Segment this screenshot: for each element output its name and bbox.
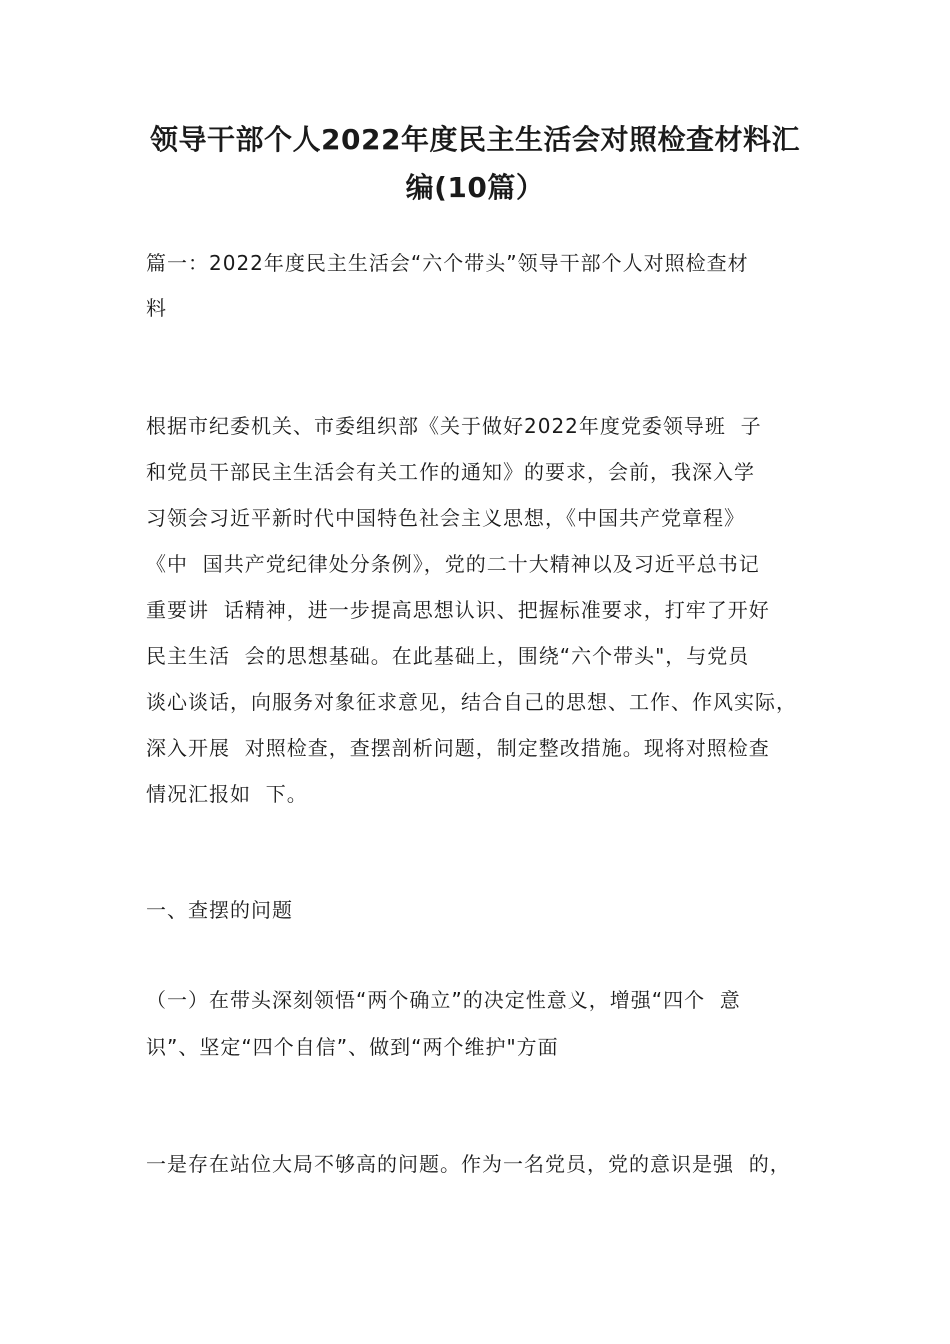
paragraph-line: 根据市纪委机关、市委组织部《关于做好2022年度党委领导班 子: [146, 414, 762, 438]
section-heading: 一、查摆的问题: [146, 898, 293, 922]
subsection-heading-line: （一）在带头深刻领悟“两个确立”的决定性意义，增强“四个 意: [146, 988, 741, 1012]
paragraph-line: 一是存在站位大局不够高的问题。作为一名党员，党的意识是强 的，: [146, 1152, 791, 1176]
paragraph-line: 和党员干部民主生活会有关工作的通知》的要求，会前，我深入学: [146, 460, 755, 484]
paragraph-line: 习领会习近平新时代中国特色社会主义思想，《中国共产党章程》: [146, 506, 745, 530]
subtitle-line: 篇一：2022年度民主生活会“六个带头”领导干部个人对照检查材: [146, 251, 749, 275]
subsection-heading-line: 识”、坚定“四个自信”、做到“两个维护"方面: [146, 1035, 559, 1059]
paragraph-line: 深入开展 对照检查，查摆剖析问题，制定整改措施。现将对照检查: [146, 736, 770, 760]
title-line: 编(10篇）: [405, 171, 545, 204]
title-line: 领导干部个人2022年度民主生活会对照检查材料汇: [150, 123, 800, 156]
subtitle-line: 料: [146, 296, 167, 320]
paragraph-line: 重要讲 话精神，进一步提高思想认识、把握标准要求，打牢了开好: [146, 598, 770, 622]
paragraph-line: 《中 国共产党纪律处分条例》，党的二十大精神以及习近平总书记: [146, 552, 760, 576]
paragraph-line: 谈心谈话，向服务对象征求意见，结合自己的思想、工作、作风实际，: [146, 690, 797, 714]
paragraph-line: 情况汇报如 下。: [146, 782, 308, 806]
paragraph-line: 民主生活 会的思想基础。在此基础上，围绕“六个带头"，与党员: [146, 644, 750, 668]
